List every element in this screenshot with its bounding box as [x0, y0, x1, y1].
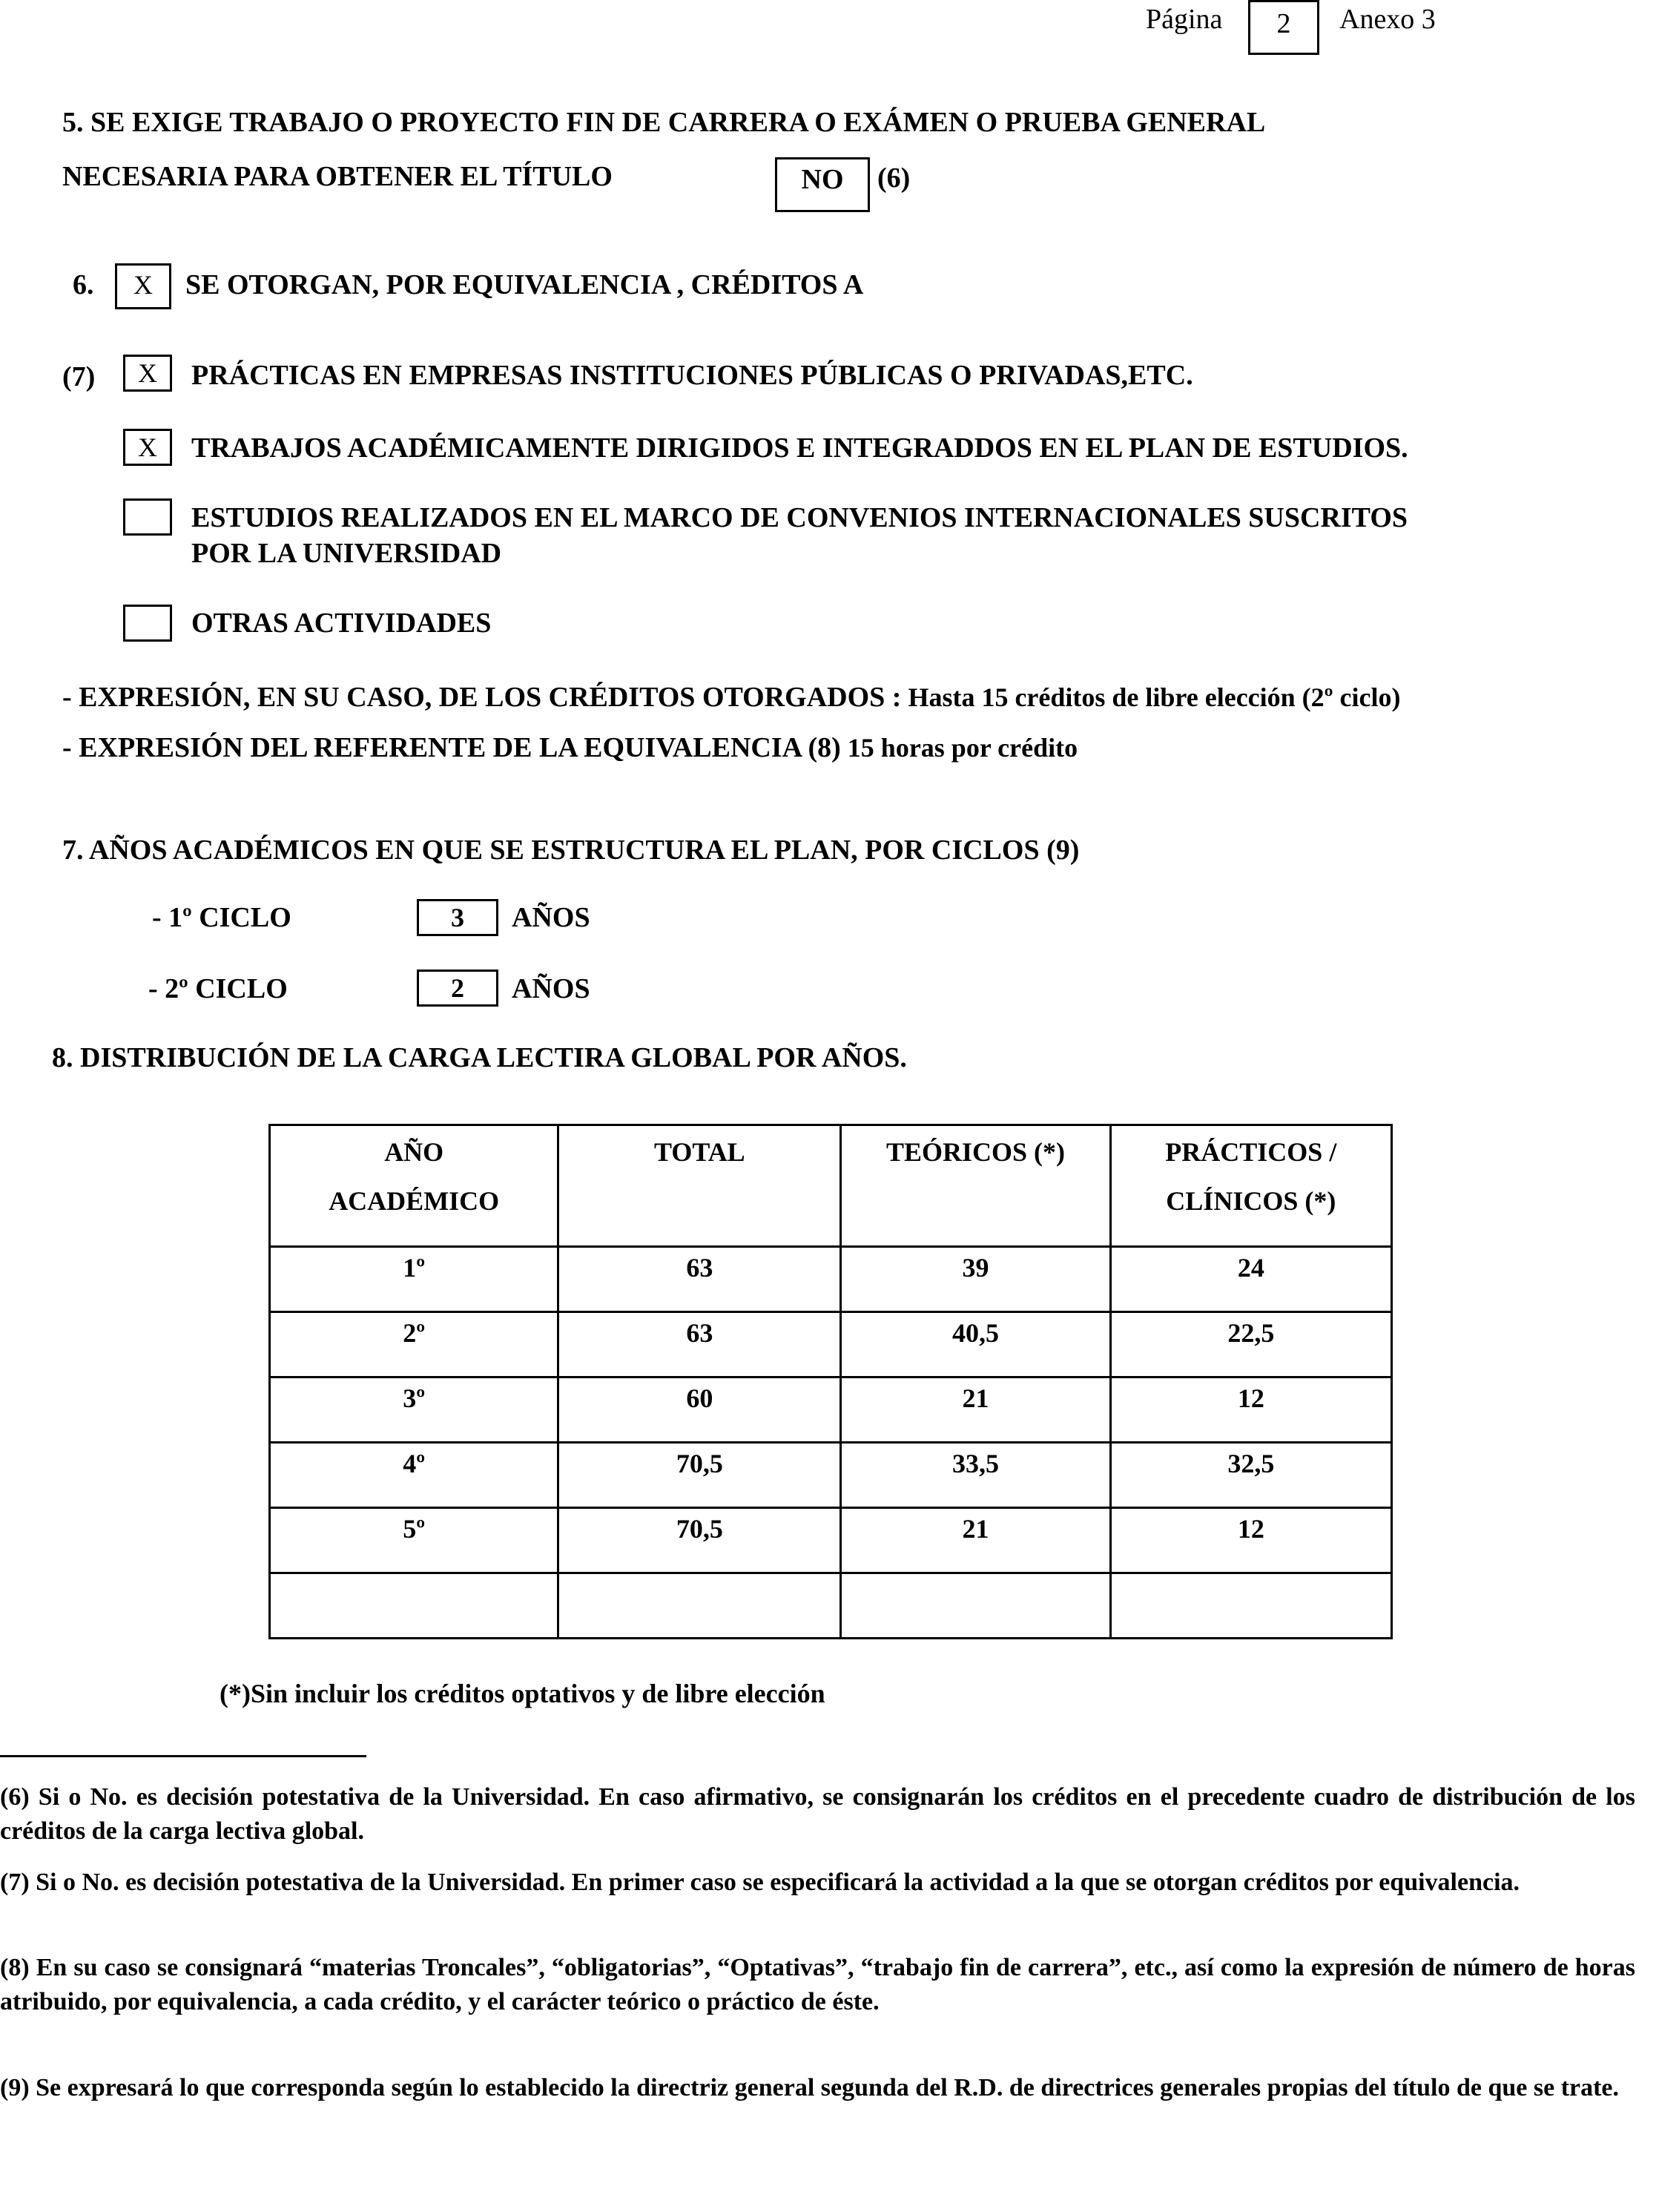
expresion-creditos-value: Hasta 15 créditos de libre elección (2º ciclo) — [908, 682, 1401, 712]
option-estudios-text: ESTUDIOS REALIZADOS EN EL MARCO DE CONVENIOS INTERNACIONALES SUSCRITOS — [191, 502, 1408, 533]
table-header-row — [270, 1125, 1392, 1247]
option-estudios-text2: POR LA UNIVERSIDAD — [191, 538, 502, 569]
pagina-label: Página — [1146, 4, 1223, 35]
cell-total: 63 — [558, 1312, 841, 1377]
option-trabajos-text: TRABAJOS ACADÉMICAMENTE DIRIGIDOS E INTEGRADDOS EN EL PLAN DE ESTUDIOS. — [191, 432, 1408, 464]
cell-practicos — [1110, 1573, 1391, 1639]
cell-ano: 1º — [270, 1247, 558, 1312]
page-number-box: 2 — [1248, 0, 1319, 55]
section5-answer-box: NO — [775, 157, 870, 212]
cell-total: 70,5 — [558, 1443, 841, 1508]
note-9: (9) Se expresará lo que corresponda según lo establecido la directriz general segunda del R.D. de directrices generales propias del título de que se trate. — [0, 2074, 1620, 2101]
ciclo2-label: - 2º CICLO — [148, 973, 288, 1004]
ciclo2-value-box: 2 — [417, 970, 498, 1007]
option-otras-text: OTRAS ACTIVIDADES — [191, 608, 492, 639]
cell-total: 63 — [558, 1247, 841, 1312]
cell-practicos: 22,5 — [1110, 1312, 1391, 1377]
footnote-divider — [0, 1755, 366, 1757]
cell-total — [558, 1573, 841, 1639]
header-ano: AÑO ACADÉMICO — [270, 1125, 558, 1247]
cell-teoricos: 40,5 — [841, 1312, 1110, 1377]
table-row — [270, 1573, 1392, 1639]
cell-teoricos — [841, 1573, 1110, 1639]
ciclo1-value-box: 3 — [417, 899, 498, 936]
note-7: (7) Si o No. es decisión potestativa de la Universidad. En primer caso se especificará la actividad a la que se otorgan créditos por equivalencia. — [0, 1869, 1520, 1896]
carga-lectiva-table — [268, 1124, 1393, 1639]
anexo-label: Anexo 3 — [1339, 4, 1436, 35]
cell-practicos: 12 — [1110, 1508, 1391, 1573]
section5-line1: 5. SE EXIGE TRABAJO O PROYECTO FIN DE CARRERA O EXÁMEN O PRUEBA GENERAL — [62, 107, 1266, 138]
cell-ano: 4º — [270, 1443, 558, 1508]
table-row — [270, 1247, 1392, 1312]
ciclo1-unit: AÑOS — [512, 902, 590, 933]
option-practicas-text: PRÁCTICAS EN EMPRESAS INSTITUCIONES PÚBLICAS O PRIVADAS,ETC. — [191, 360, 1193, 391]
cell-total: 70,5 — [558, 1508, 841, 1573]
expresion-referente-value: 15 horas por crédito — [847, 733, 1078, 763]
section5-note-ref: (6) — [877, 162, 911, 194]
cell-ano: 5º — [270, 1508, 558, 1573]
cell-teoricos: 21 — [841, 1508, 1110, 1573]
ciclo1-label: - 1º CICLO — [152, 902, 291, 933]
cell-total: 60 — [558, 1377, 841, 1443]
option-trabajos-checkbox: X — [123, 429, 172, 466]
section6-note-ref: (7) — [62, 361, 96, 392]
cell-teoricos: 33,5 — [841, 1443, 1110, 1508]
cell-teoricos: 39 — [841, 1247, 1110, 1312]
cell-ano: 2º — [270, 1312, 558, 1377]
note-6: (6) Si o No. es decisión potestativa de la Universidad. En caso afirmativo, se consignarán los créditos en el precedente cuadro de distribución de los créditos de la carga lectiva global. — [0, 1783, 1635, 1845]
cell-teoricos: 21 — [841, 1377, 1110, 1443]
cell-ano: 3º — [270, 1377, 558, 1443]
table-row — [270, 1443, 1392, 1508]
table-row — [270, 1508, 1392, 1573]
option-estudios-checkbox — [123, 498, 172, 536]
cell-practicos: 24 — [1110, 1247, 1391, 1312]
cell-practicos: 32,5 — [1110, 1443, 1391, 1508]
cell-ano — [270, 1573, 558, 1639]
ciclo2-unit: AÑOS — [512, 973, 590, 1004]
expresion-creditos — [62, 681, 1401, 714]
header-teoricos: TEÓRICOS (*) — [841, 1125, 1110, 1247]
section6-checkbox: X — [115, 263, 171, 309]
section6-number: 6. — [73, 269, 94, 300]
note-8: (8) En su caso se consignará “materias Troncales”, “obligatorias”, “Optativas”, “trabajo fin de carrera”, etc., así como la expresión de número de horas atribuido, por equivalencia, a cada crédito, y el carácter teórico o práctico de éste. — [0, 1954, 1635, 2015]
table-footnote: (*)Sin incluir los créditos optativos y de libre elección — [220, 1679, 825, 1708]
section5-line2: NECESARIA PARA OBTENER EL TÍTULO — [62, 161, 613, 192]
expresion-referente-label: - EXPRESIÓN DEL REFERENTE DE LA EQUIVALENCIA (8) — [62, 732, 841, 763]
section6-text: SE OTORGAN, POR EQUIVALENCIA , CRÉDITOS A — [185, 269, 864, 300]
expresion-referente — [62, 731, 1078, 764]
cell-practicos: 12 — [1110, 1377, 1391, 1443]
table-row — [270, 1377, 1392, 1443]
section8-title: 8. DISTRIBUCIÓN DE LA CARGA LECTIRA GLOBAL POR AÑOS. — [52, 1042, 907, 1073]
option-practicas-checkbox: X — [123, 355, 172, 392]
option-otras-checkbox — [123, 605, 172, 642]
expresion-creditos-label: - EXPRESIÓN, EN SU CASO, DE LOS CRÉDITOS OTORGADOS : — [62, 682, 902, 713]
table-row — [270, 1312, 1392, 1377]
section7-title: 7. AÑOS ACADÉMICOS EN QUE SE ESTRUCTURA EL PLAN, POR CICLOS (9) — [62, 835, 1080, 866]
header-practicos: PRÁCTICOS / CLÍNICOS (*) — [1110, 1125, 1391, 1247]
header-total: TOTAL — [558, 1125, 841, 1247]
